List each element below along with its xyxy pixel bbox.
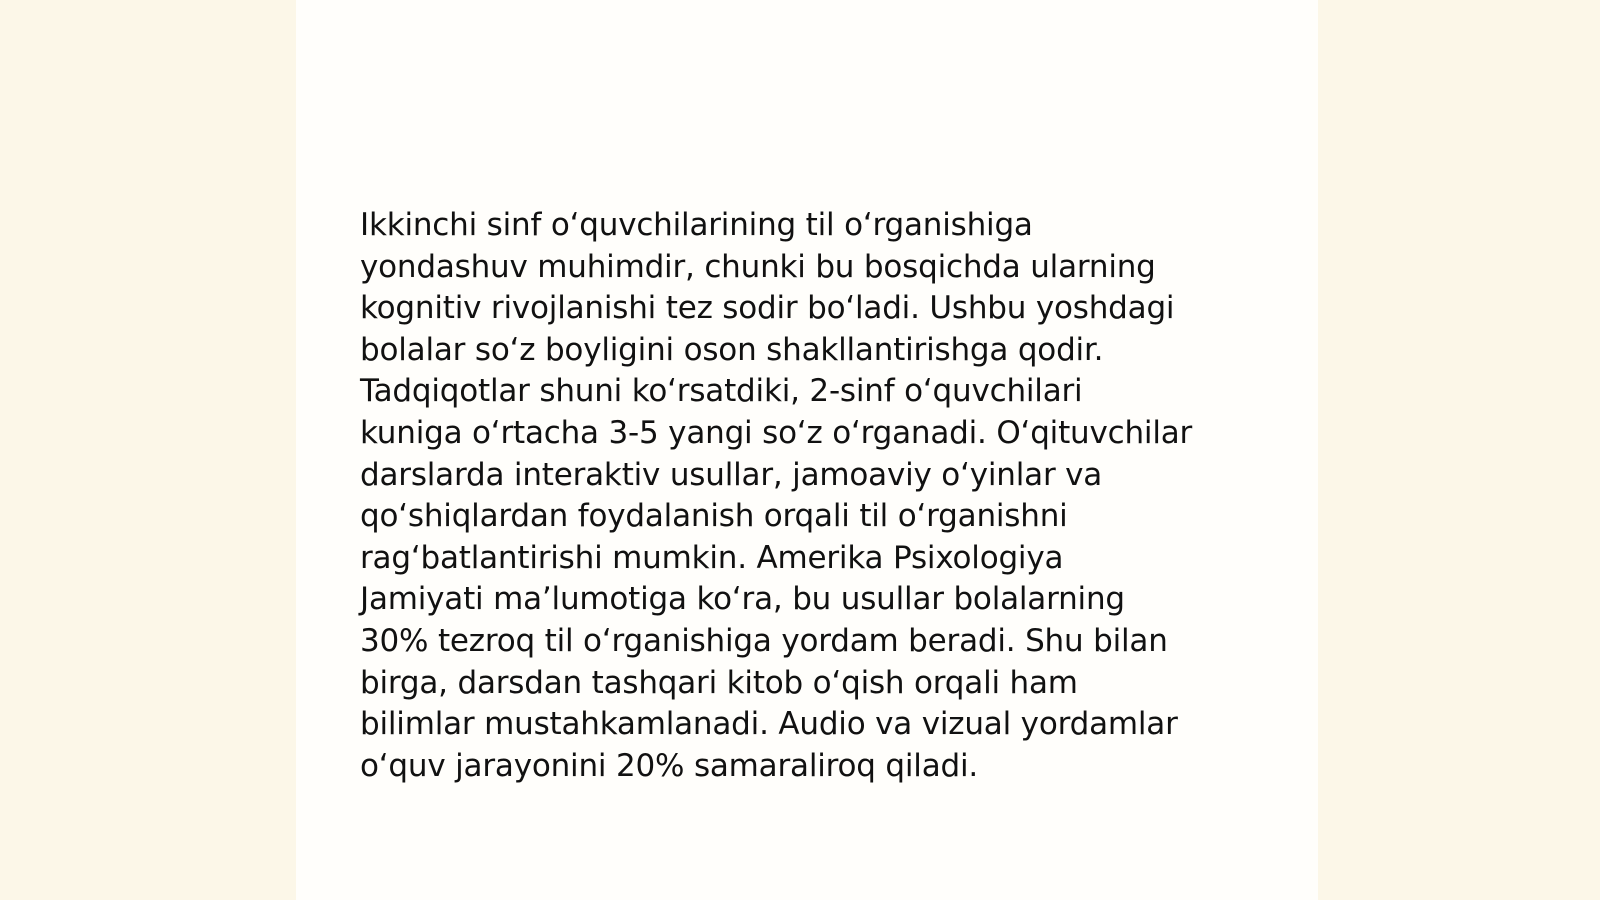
paragraph-line: ragʻbatlantirishi mumkin. Amerika Psixologiya [360,539,1064,576]
paragraph-line: kognitiv rivojlanishi tez sodir boʻladi. Ushbu yoshdagi [360,290,1175,327]
paragraph-line: bolalar soʻz boyligini oson shakllantirishga qodir. [360,331,1104,368]
paragraph-line: Jamiyati maʼlumotiga koʻra, bu usullar bolalarning [360,581,1125,618]
paragraph-line: oʻquv jarayonini 20% samaraliroq qiladi. [360,747,979,784]
paragraph-line: 30% tezroq til oʻrganishiga yordam beradi. Shu bilan [360,622,1168,659]
body-paragraph [360,205,1240,787]
paragraph-line: darslarda interaktiv usullar, jamoaviy oʻyinlar va [360,456,1103,493]
paragraph-line: yondashuv muhimdir, chunki bu bosqichda ularning [360,248,1156,285]
paragraph-line: Ikkinchi sinf oʻquvchilarining til oʻrganishiga [360,207,1033,243]
paragraph-line: Tadqiqotlar shuni koʻrsatdiki, 2-sinf oʻquvchilari [360,373,1083,410]
document-page [296,0,1318,900]
paragraph-line: qoʻshiqlardan foydalanish orqali til oʻrganishni [360,498,1068,535]
paragraph-line: kuniga oʻrtacha 3-5 yangi soʻz oʻrganadi. Oʻqituvchilar [360,414,1193,451]
paragraph-line: birga, darsdan tashqari kitob oʻqish orqali ham [360,664,1078,701]
paragraph-line: bilimlar mustahkamlanadi. Audio va vizual yordamlar [360,706,1178,743]
